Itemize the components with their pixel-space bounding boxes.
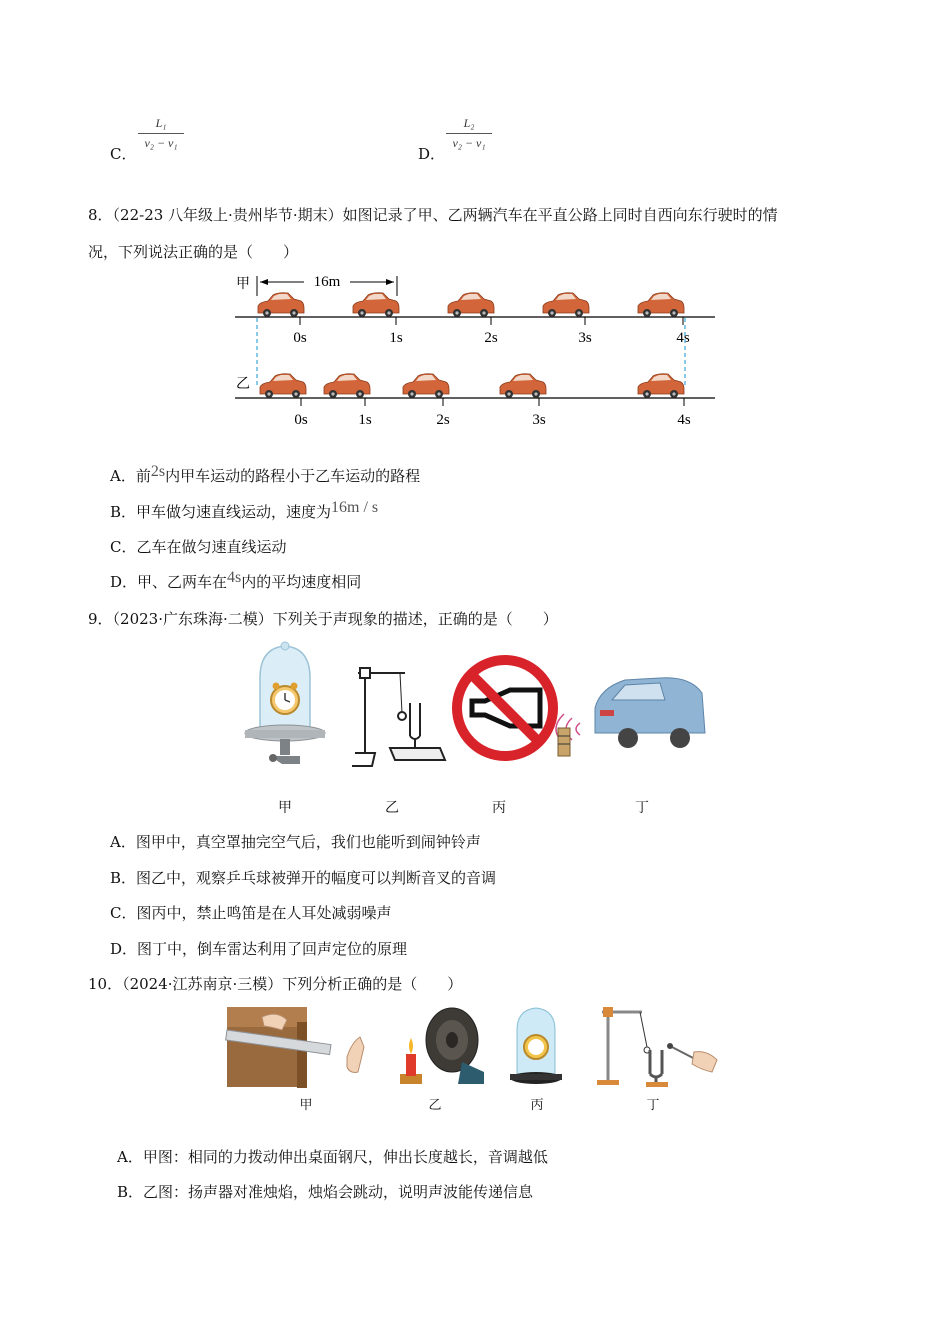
q10-option-a: A．甲图：相同的力拨动伸出桌面钢尺，伸出长度越长，音调越低 [117, 1148, 548, 1166]
q8-row1-tick: 1s [389, 330, 403, 346]
q8-row2-label: 乙 [236, 376, 250, 392]
q8-row2-car [638, 374, 684, 398]
q8-option-d: D．甲、乙两车在4s内的平均速度相同 [110, 569, 362, 591]
q10-option-b: B．乙图：扬声器对准烛焰，烛焰会跳动，说明声波能传递信息 [117, 1183, 534, 1201]
q7-option-c-label: C． [110, 145, 137, 163]
q9-stem: 9．（2023·广东珠海·二模）下列关于声现象的描述，正确的是（ ） [88, 610, 558, 628]
q10-caption-jia: 甲 [299, 1098, 313, 1113]
bell-jar-clock-illustration [510, 1008, 562, 1084]
q8-row2-tick: 1s [358, 412, 372, 428]
q9-figure [240, 638, 710, 780]
q9-caption-ding: 丁 [635, 800, 649, 816]
q8-option-b: B．甲车做匀速直线运动，速度为16m / s [110, 499, 379, 521]
speaker-candle-illustration [400, 1008, 484, 1084]
q8-option-a: A．前2s内甲车运动的路程小于乙车运动的路程 [110, 463, 421, 485]
tuning-fork-pingpong-illustration [352, 668, 445, 766]
q9-option-b: B．图乙中，观察乒乓球被弹开的幅度可以判断音叉的音调 [110, 869, 497, 887]
q8-row2-tick: 4s [677, 412, 691, 428]
q8-stem-line2: 况，下列说法正确的是（ ） [88, 243, 299, 261]
q10-caption-ding: 丁 [646, 1098, 660, 1113]
q9-caption-jia: 甲 [278, 800, 292, 816]
bell-jar-clock-illustration [245, 642, 325, 764]
reversing-radar-car-illustration [556, 678, 705, 756]
q8-row2-car [324, 374, 370, 398]
ruler-desk-illustration [226, 1007, 364, 1088]
q8-row1-car [353, 293, 399, 317]
q8-stem-line1: 8．（22-23 八年级上·贵州毕节·期末）如图记录了甲、乙两辆汽车在平直公路上同时自西向东行驶时的情 [88, 206, 778, 224]
q8-row1-car [448, 293, 494, 317]
q8-row2-tick: 0s [294, 412, 308, 428]
q9-caption-yi: 乙 [385, 800, 399, 816]
no-honking-sign-icon [457, 660, 553, 756]
q8-distance-label: 16m [313, 274, 341, 290]
q8-row1-tick: 3s [578, 330, 592, 346]
q7-option-d-numerator: L₂ [463, 116, 475, 130]
q10-figure [222, 1002, 732, 1092]
tuning-fork-stand-illustration [597, 1007, 717, 1087]
q8-row1-label: 甲 [236, 276, 250, 292]
q9-option-c: C．图丙中，禁止鸣笛是在人耳处减弱噪声 [110, 904, 392, 922]
q8-option-c: C．乙车在做匀速直线运动 [110, 538, 287, 556]
q8-row2-tick: 2s [436, 412, 450, 428]
q10-caption-bing: 丙 [530, 1098, 544, 1113]
q10-caption-yi: 乙 [428, 1098, 442, 1113]
q7-option-c-numerator: L₁ [155, 116, 167, 130]
q8-row1-car [638, 293, 684, 317]
q7-option-d-fraction [446, 116, 492, 151]
q8-motion-figure [230, 268, 730, 433]
q8-row1-car [543, 293, 589, 317]
q10-stem: 10．（2024·江苏南京·三模）下列分析正确的是（ ） [88, 975, 463, 993]
q9-caption-bing: 丙 [492, 800, 506, 816]
q8-row2-tick: 3s [532, 412, 546, 428]
q9-option-a: A．图甲中，真空罩抽完空气后，我们也能听到闹钟铃声 [110, 833, 481, 851]
q7-option-c-fraction [138, 116, 184, 151]
q7-option-d-label: D． [418, 145, 446, 163]
q8-row1-tick: 0s [293, 330, 307, 346]
q8-row2-car [403, 374, 449, 398]
q8-row2-car [260, 374, 306, 398]
q9-option-d: D．图丁中，倒车雷达利用了回声定位的原理 [110, 940, 408, 958]
q8-row2-car [500, 374, 546, 398]
q7-option-d-denominator: v₂ − v₁ [452, 136, 486, 150]
q8-row1-car [258, 293, 304, 317]
q8-row1-tick: 2s [484, 330, 498, 346]
q8-row1-tick: 4s [676, 330, 690, 346]
q7-option-c-denominator: v₂ − v₁ [144, 136, 178, 150]
